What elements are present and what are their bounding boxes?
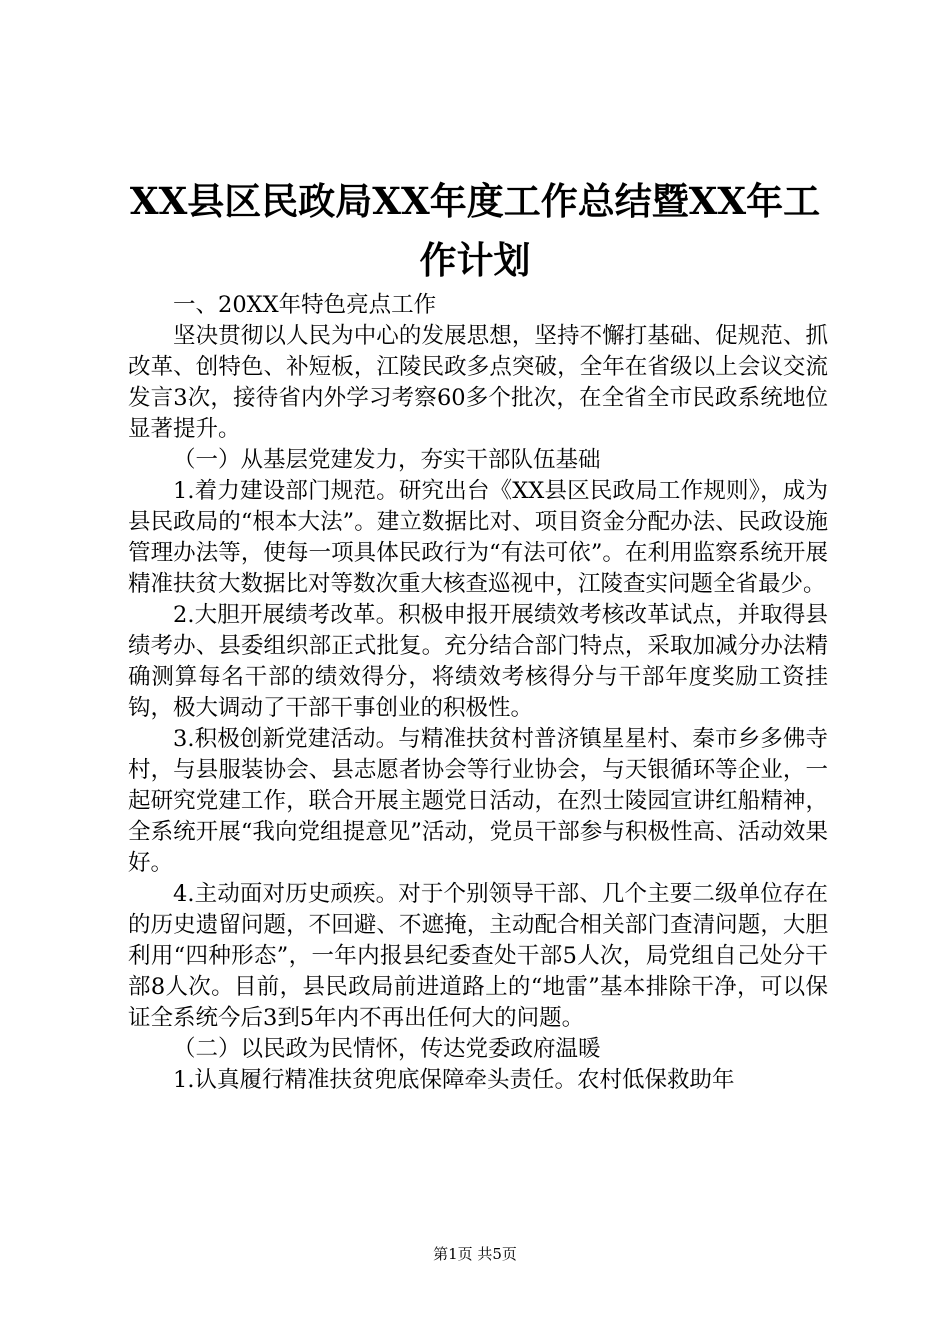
- paragraph-item-2: 2.大胆开展绩考改革。积极申报开展绩效考核改革试点，并取得县绩考办、县委组织部正式批复。充分结合部门特点，采取加减分办法精确测算每名干部的绩效得分，将绩效考核得分与干部年度奖励工资挂钩，极大调动了干部干事创业的积极性。: [128, 602, 828, 721]
- document-title: XX县区民政局XX年度工作总结暨XX年工作计划: [129, 179, 821, 282]
- paragraph-item-4: 4.主动面对历史顽疾。对于个别领导干部、几个主要二级单位存在的历史遗留问题，不回避、不遮掩，主动配合相关部门查清问题，大胆利用“四种形态”，一年内报县纪委查处干部5人次，局党组自己处分干部8人次。目前，县民政局前进道路上的“地雷”基本排除干净，可以保证全系统今后3到5年内不再出任何大的问题。: [128, 881, 828, 1031]
- paragraph-item-5: 1.认真履行精准扶贫兜底保障牵头责任。农村低保救助年: [173, 1067, 735, 1093]
- subsection-heading-1: （一）从基层党建发力，夯实干部队伍基础: [173, 447, 601, 473]
- page-footer: 第1页 共5页: [433, 1245, 517, 1263]
- paragraph-intro: 坚决贯彻以人民为中心的发展思想，坚持不懈打基础、促规范、抓改革、创特色、补短板，江陵民政多点突破，全年在省级以上会议交流发言3次，接待省内外学习考察60多个批次，在全省全市民政系统地位显著提升。: [128, 323, 828, 442]
- document-body: [128, 290, 828, 1096]
- subsection-heading-2: （二）以民政为民情怀，传达党委政府温暖: [173, 1036, 601, 1062]
- paragraph-item-1: 1.着力建设部门规范。研究出台《XX县区民政局工作规则》，成为县民政局的“根本大法”。建立数据比对、项目资金分配办法、民政设施管理办法等，使每一项具体民政行为“有法可依”。在利用监察系统开展精准扶贫大数据比对等数次重大核查巡视中，江陵查实问题全省最少。: [128, 478, 828, 597]
- section-heading-1: 一、20XX年特色亮点工作: [173, 292, 437, 318]
- paragraph-item-3: 3.积极创新党建活动。与精准扶贫村普济镇星星村、秦市乡多佛寺村，与县服装协会、县志愿者协会等行业协会，与天银循环等企业，一起研究党建工作，联合开展主题党日活动，在烈士陵园宣讲红船精神，全系统开展“我向党组提意见”活动，党员干部参与积极性高、活动效果好。: [128, 726, 828, 876]
